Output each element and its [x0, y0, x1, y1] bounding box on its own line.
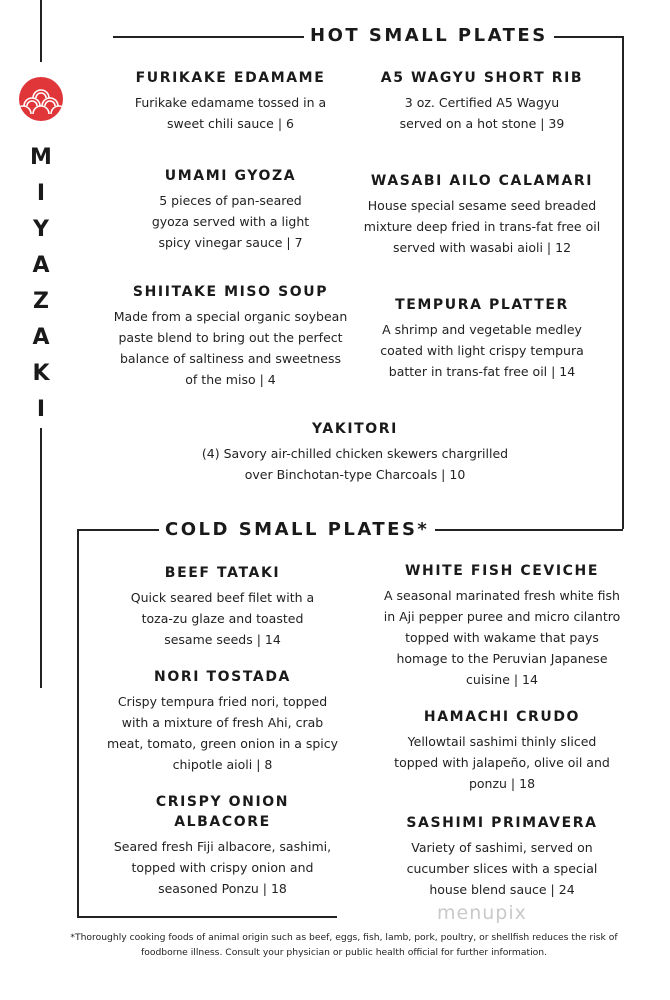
- item-desc: 3 oz. Certified A5 Wagyu served on a hot stone | 39: [399, 95, 565, 131]
- brand-letter: Z: [33, 289, 49, 314]
- menu-item: [108, 166, 353, 253]
- menu-item: [362, 68, 602, 134]
- menu-item: [100, 667, 345, 775]
- item-desc: Variety of sashimi, served on cucumber slices with a special house blend sauce | 24: [406, 840, 598, 897]
- item-name: BEEF TATAKI: [164, 565, 281, 581]
- cold-title-right-line: [425, 529, 623, 531]
- item-name: FURIKAKE EDAMAME: [135, 70, 326, 86]
- menu-item: [362, 171, 602, 258]
- food-safety-disclaimer: *Thoroughly cooking foods of animal origin such as beef, eggs, fish, lamb, pork, poultry, or shellfish reduces the risk of foodborne illness. Consult your physician or public health official for further information.: [70, 932, 618, 958]
- item-desc: A shrimp and vegetable medley coated with light crispy tempura batter in trans-fat free oil | 14: [380, 322, 584, 379]
- item-name: TEMPURA PLATTER: [395, 297, 569, 313]
- item-name: UMAMI GYOZA: [164, 168, 297, 184]
- menu-item: [100, 563, 345, 650]
- menu-item: [362, 295, 602, 382]
- brand-letter: M: [30, 145, 52, 170]
- item-name: YAKITORI: [312, 421, 398, 437]
- item-name: SASHIMI PRIMAVERA: [406, 815, 598, 831]
- brand-name-vertical: [21, 140, 61, 428]
- item-desc: Seared fresh Fiji albacore, sashimi, topped with crispy onion and seasoned Ponzu | 18: [113, 839, 332, 896]
- item-desc: House special sesame seed breaded mixture deep fried in trans-fat free oil served with wasabi aioli | 12: [363, 198, 601, 255]
- bottom-rule-line: [77, 916, 337, 918]
- item-desc: Yellowtail sashimi thinly sliced topped with jalapeño, olive oil and ponzu | 18: [394, 734, 610, 791]
- menu-item: [378, 813, 626, 900]
- brand-letter: I: [36, 181, 46, 206]
- wave-sun-logo-icon: [18, 76, 64, 122]
- frame-left-bottom-line: [40, 428, 42, 688]
- brand-letter: A: [32, 253, 50, 278]
- hot-title-left-line: [113, 36, 308, 38]
- brand-letter: A: [32, 325, 50, 350]
- item-desc: (4) Savory air-chilled chicken skewers chargrilled over Binchotan-type Charcoals | 10: [201, 446, 509, 482]
- menu-item: [378, 707, 626, 794]
- cold-frame-left-line: [77, 529, 79, 917]
- menupix-watermark: menupix: [437, 902, 527, 924]
- item-name: HAMACHI CRUDO: [423, 709, 581, 725]
- item-name: NORI TOSTADA: [154, 669, 291, 685]
- brand-letter: I: [36, 397, 46, 422]
- brand-letter: Y: [33, 217, 49, 242]
- frame-right-line: [622, 36, 624, 529]
- item-name: CRISPY ONION ALBACORE: [155, 794, 290, 830]
- item-name: WASABI AILO CALAMARI: [370, 173, 594, 189]
- item-desc: Crispy tempura fried nori, topped with a mixture of fresh Ahi, crab meat, tomato, green onion in a spicy chipotle aioli | 8: [106, 694, 339, 772]
- brand-letter: K: [32, 361, 50, 386]
- menu-item: [108, 282, 353, 390]
- item-desc: A seasonal marinated fresh white fish in Aji pepper puree and micro cilantro topped with wakame that pays homage to the Peruvian Japanese cuisine | 14: [383, 588, 621, 687]
- hot-section-title: HOT SMALL PLATES: [304, 25, 554, 46]
- menu-item: [378, 561, 626, 690]
- item-desc: Made from a special organic soybean paste blend to bring out the perfect balance of saltiness and sweetness of the miso | 4: [113, 309, 348, 387]
- item-desc: 5 pieces of pan-seared gyoza served with a light spicy vinegar sauce | 7: [151, 193, 310, 250]
- cold-section-title: COLD SMALL PLATES*: [159, 519, 435, 540]
- frame-left-top-line: [40, 0, 42, 62]
- cold-title-left-line: [77, 529, 159, 531]
- menu-item: [180, 419, 530, 485]
- item-desc: Quick seared beef filet with a toza-zu glaze and toasted sesame seeds | 14: [130, 590, 315, 647]
- item-name: SHIITAKE MISO SOUP: [132, 284, 329, 300]
- menu-item: [100, 792, 345, 899]
- item-desc: Furikake edamame tossed in a sweet chili sauce | 6: [134, 95, 327, 131]
- item-name: A5 WAGYU SHORT RIB: [380, 70, 584, 86]
- item-name: WHITE FISH CEVICHE: [404, 563, 600, 579]
- hot-title-right-line: [545, 36, 623, 38]
- menu-item: [108, 68, 353, 134]
